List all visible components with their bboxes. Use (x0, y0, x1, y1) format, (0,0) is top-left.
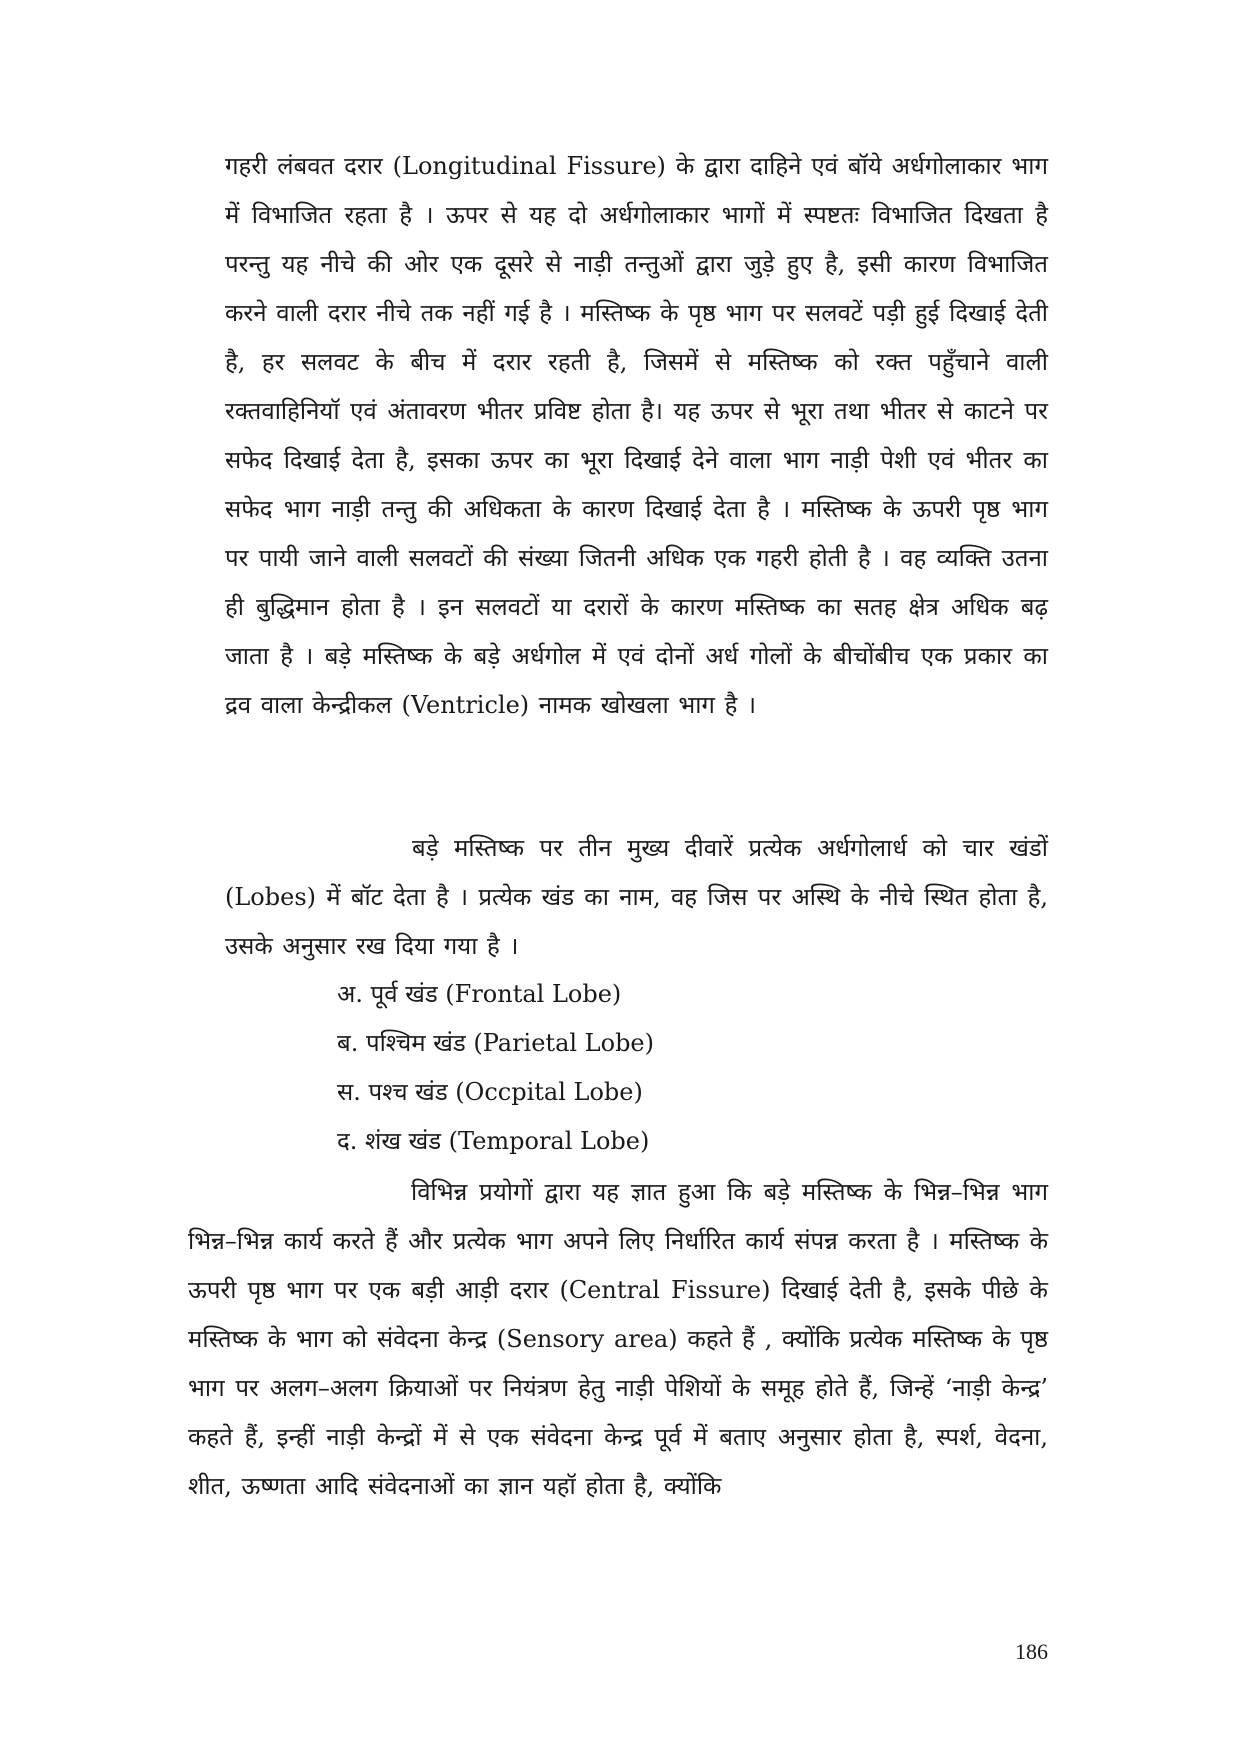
lobe-item-temporal: द. शंख खंड (Temporal Lobe) (337, 1127, 650, 1155)
lobe-item-parietal: ब. पश्चिम खंड (Parietal Lobe) (337, 1029, 654, 1057)
lobe-item-frontal: अ. पूर्व खंड (Frontal Lobe) (337, 980, 622, 1008)
page-number: 186 (1015, 1639, 1048, 1664)
paragraph-longitudinal-fissure: गहरी लंबवत दरार (Longitudinal Fissure) के द्वारा दाहिने एवं बॉये अर्धगोलाकार भाग में विभाजित रहता है । ऊपर से यह दो अर्धगोलाकार भागों में स्पष्टतः विभाजित दिखता है परन्तु यह नीचे की ओर एक दूसरे से नाड़ी तन्तुओं द्वारा जुड़े हुए है, इसी कारण विभाजित करने वाली दरार नीचे तक नहीं गई है । मस्तिष्क के पृष्ठ भाग पर सलवटें पड़ी हुई दिखाई देती है, हर सलवट के बीच में दरार रहती है, जिसमें से मस्तिष्क को रक्त पहुँचाने वाली रक्तवाहिनियॉ एवं अंतावरण भीतर प्रविष्ट होता है। यह ऊपर से भूरा तथा भीतर से काटने पर सफेद दिखाई देता है, इसका ऊपर का भूरा दिखाई देने वाला भाग नाड़ी पेशी एवं भीतर का सफेद भाग नाड़ी तन्तु की अधिकता के कारण दिखाई देता है । मस्तिष्क के ऊपरी पृष्ठ भाग पर पायी जाने वाली सलवटों की संख्या जितनी अधिक एक गहरी होती है । वह व्यक्ति उतना ही बुद्धिमान होता है । इन सलवटों या दरारों के कारण मस्तिष्क का सतह क्षेत्र अधिक बढ़ जाता है । बड़े मस्तिष्क के बड़े अर्धगोल में एवं दोनों अर्ध गोलों के बीचोंबीच एक प्रकार का द्रव वाला केन्द्रीकल (Ventricle) नामक खोखला भाग है । (225, 152, 1048, 719)
paragraph-sensory-area: विभिन्न प्रयोगों द्वारा यह ज्ञात हुआ कि बड़े मस्तिष्क के भिन्न–भिन्न भाग भिन्न–भिन्न कार्य करते हैं और प्रत्येक भाग अपने लिए निर्धारित कार्य संपन्न करता है । मस्तिष्क के ऊपरी पृष्ठ भाग पर एक बड़ी आड़ी दरार (Central Fissure) दिखाई देती है, इसके पीछे के मस्तिष्क के भाग को संवेदना केन्द्र (Sensory area) कहते हैं , क्योंकि प्रत्येक मस्तिष्क के पृष्ठ भाग पर अलग–अलग क्रियाओं पर नियंत्रण हेतु नाड़ी पेशियों के समूह होते हैं, जिन्हें ‘नाड़ी केन्द्र’ कहते हैं, इन्हीं नाड़ी केन्द्रों में से एक संवेदना केन्द्र पूर्व में बताए अनुसार होता है, स्पर्श, वेदना, शीत, ऊष्णता आदि संवेदनाओं का ज्ञान यहॉ होता है, क्योंकि (188, 1178, 1048, 1500)
lobes-list (337, 970, 654, 1166)
lobe-item-occipital: स. पश्च खंड (Occpital Lobe) (337, 1078, 643, 1106)
paragraph-lobes-intro: बड़े मस्तिष्क पर तीन मुख्य दीवारें प्रत्येक अर्धगोलार्ध को चार खंडों (Lobes) में बॉट देता है । प्रत्येक खंड का नाम, वह जिस पर अस्थि के नीचे स्थित होता है, उसके अनुसार रख दिया गया है । (225, 834, 1048, 960)
